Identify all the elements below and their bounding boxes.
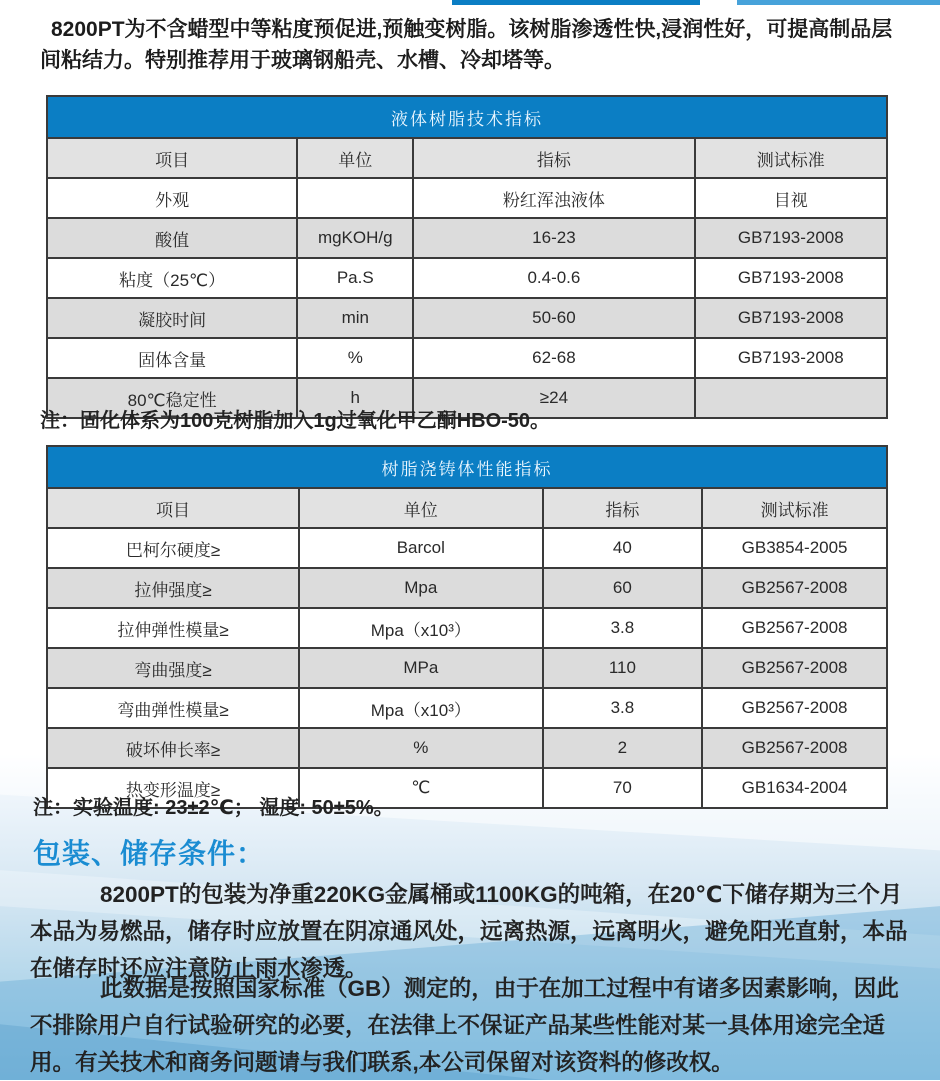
curing-system-note: 注：固化体系为100克树脂加入1g过氧化甲乙酮HBO-50。 [40,410,551,432]
table-title-row [47,446,887,488]
table-cell: % [299,728,543,768]
table-cell: GB1634-2004 [702,768,887,808]
column-header: 测试标准 [695,138,887,178]
packaging-storage-heading: 包装、储存条件： [33,838,266,869]
table-cell: GB2567-2008 [702,648,887,688]
table-cell: 3.8 [543,688,703,728]
top-edge-decoration [737,0,940,5]
table-cell: 巴柯尔硬度≥ [47,528,299,568]
table-row [47,568,887,608]
table-cell: Mpa（x10³） [299,688,543,728]
table-cell: 目视 [695,178,887,218]
table-title: 树脂浇铸体性能指标 [47,446,887,488]
table-row [47,608,887,648]
table-cell: 60 [543,568,703,608]
table-cell: GB2567-2008 [702,688,887,728]
table-cell: 破坏伸长率≥ [47,728,299,768]
table-title-row [47,96,887,138]
disclaimer-paragraph: 此数据是按照国家标准（GB）测定的，由于在加工过程中有诸多因素影响，因此不排除用户自行试验研究的必要，在法律上不保证产品某些性能对某一具体用途完全适用。有关技术和商务问题请与我们联系,本公司保留对该资料的修改权。 [30,976,899,1075]
column-header: 指标 [543,488,703,528]
table-cell: 110 [543,648,703,688]
table-title: 液体树脂技术指标 [47,96,887,138]
table-cell: Pa.S [297,258,413,298]
column-header: 单位 [299,488,543,528]
table-cell: min [297,298,413,338]
table-cell: GB7193-2008 [695,298,887,338]
table-cell: % [297,338,413,378]
table-cell: 拉伸强度≥ [47,568,299,608]
table-cell: 2 [543,728,703,768]
table-cell: Barcol [299,528,543,568]
table-cell: GB2567-2008 [702,608,887,648]
table-row [47,648,887,688]
table-cell: MPa [299,648,543,688]
table-cell: Mpa [299,568,543,608]
table-cell: 粘度（25℃） [47,258,297,298]
table-cell: GB3854-2005 [702,528,887,568]
table-cell: 粉红浑浊液体 [413,178,694,218]
table-cell: h [297,378,413,418]
table-cell: GB7193-2008 [695,218,887,258]
column-header: 项目 [47,488,299,528]
table-cell: GB7193-2008 [695,338,887,378]
table-cell: 16-23 [413,218,694,258]
table-cell: GB2567-2008 [702,568,887,608]
table-cell: 拉伸弹性模量≥ [47,608,299,648]
table-row [47,298,887,338]
table-cell: GB2567-2008 [702,728,887,768]
top-edge-decoration [452,0,700,5]
table-cell: 弯曲强度≥ [47,648,299,688]
table-cell: 80℃稳定性 [47,378,297,418]
table-cell: 70 [543,768,703,808]
table-header-row [47,488,887,528]
casting-performance-spec-table [46,445,888,809]
table-cell: ℃ [299,768,543,808]
table-cell: mgKOH/g [297,218,413,258]
table-cell: 外观 [47,178,297,218]
column-header: 测试标准 [702,488,887,528]
table-row [47,728,887,768]
table-row [47,338,887,378]
table-row [47,528,887,568]
table-cell: 40 [543,528,703,568]
table-cell: 0.4-0.6 [413,258,694,298]
table-cell: 酸值 [47,218,297,258]
table-row [47,258,887,298]
test-conditions-note: 注：实验温度: 23±2℃； 湿度: 50±5%。 [33,797,394,819]
table-cell [297,178,413,218]
product-intro-paragraph: 8200PT为不含蜡型中等粘度预促进,预触变树脂。该树脂渗透性快,浸润性好，可提高制品层间粘结力。特别推荐用于玻璃钢船壳、水槽、冷却塔等。 [40,18,893,72]
column-header: 项目 [47,138,297,178]
table-cell: 50-60 [413,298,694,338]
table-row [47,218,887,258]
column-header: 指标 [413,138,694,178]
table-row [47,178,887,218]
table-cell: 62-68 [413,338,694,378]
table-header-row [47,138,887,178]
table-cell: Mpa（x10³） [299,608,543,648]
table-cell: 凝胶时间 [47,298,297,338]
table-cell: 热变形温度≥ [47,768,299,808]
packaging-storage-paragraph: 8200PT的包装为净重220KG金属桶或1100KG的吨箱，在20℃下储存期为三个月 本品为易燃品，储存时应放置在阴凉通风处，远离热源，远离明火，避免阳光直射，本品在储存时还应注意防止雨水渗透。 [30,882,908,981]
table-row [47,688,887,728]
table-cell: 弯曲弹性模量≥ [47,688,299,728]
column-header: 单位 [297,138,413,178]
table-cell: 固体含量 [47,338,297,378]
table-cell [695,378,887,418]
table-cell: 3.8 [543,608,703,648]
liquid-resin-spec-table [46,95,888,419]
table-cell: GB7193-2008 [695,258,887,298]
table-cell: ≥24 [413,378,694,418]
